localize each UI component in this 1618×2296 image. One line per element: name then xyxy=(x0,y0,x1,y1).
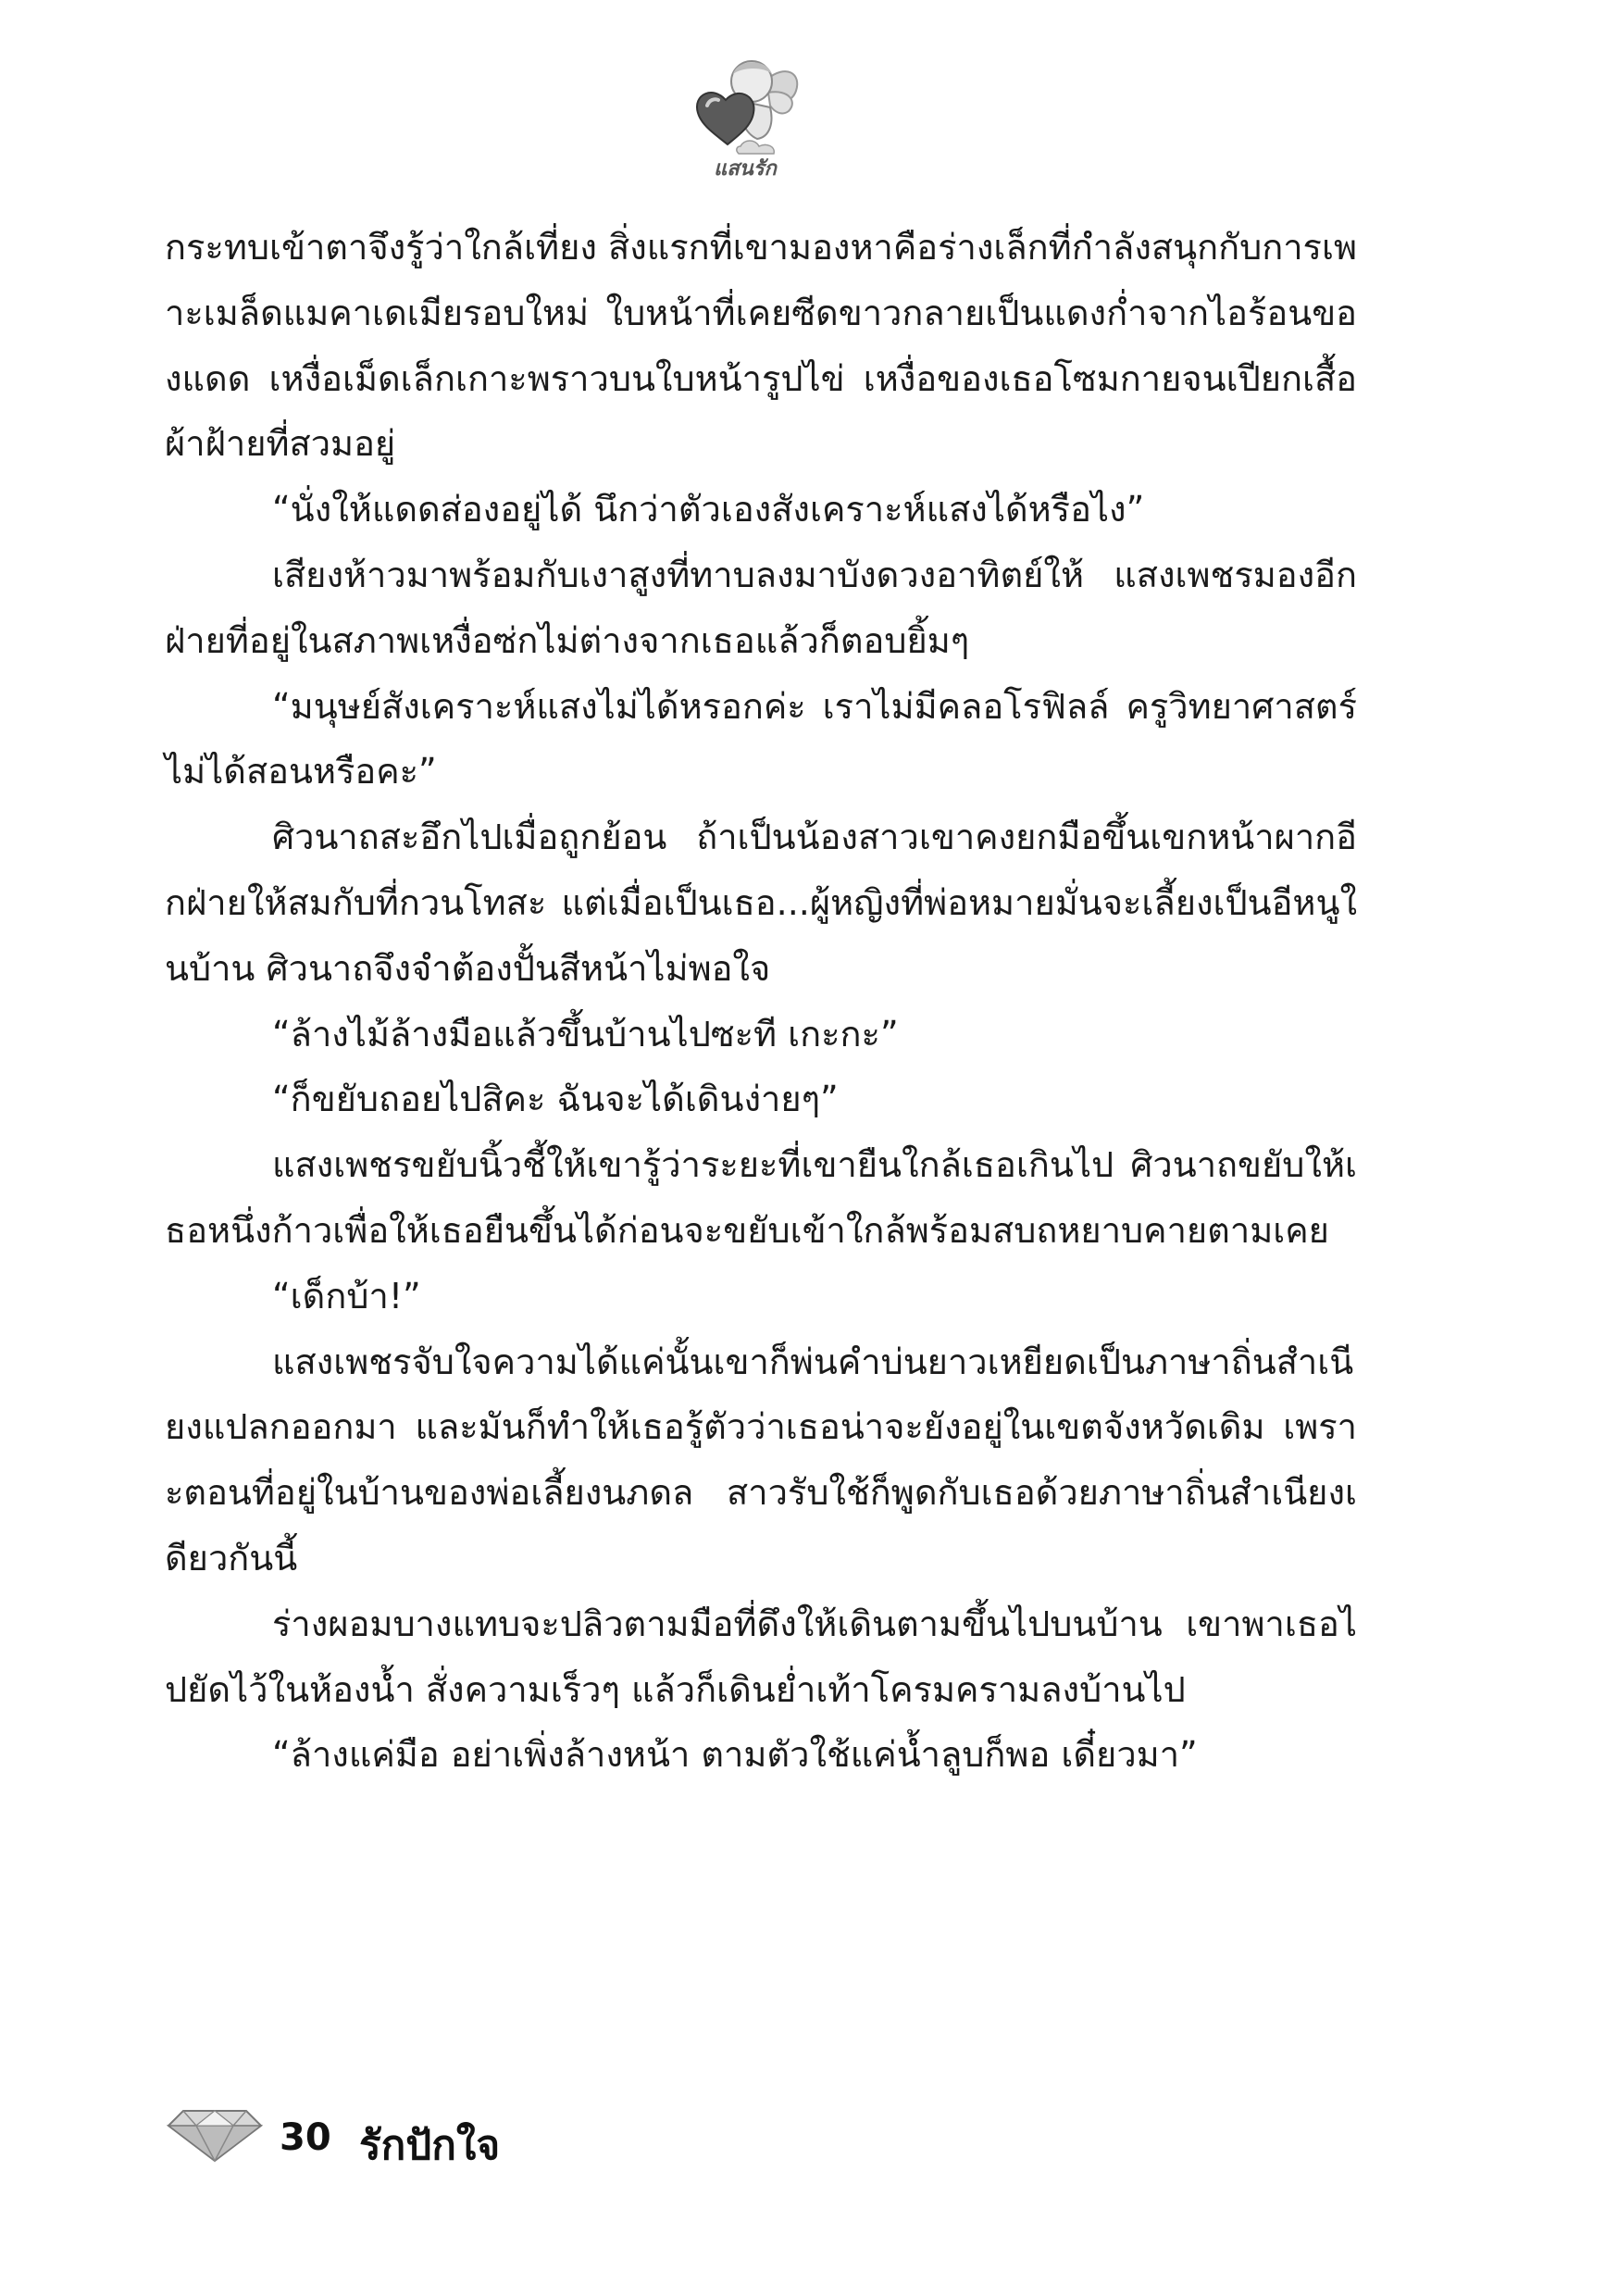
page-number: 30 xyxy=(280,2116,331,2159)
paragraph: ร่างผอมบางแทบจะปลิวตามมือที่ดึงให้เดินตามขึ้นไปบนบ้าน เขาพาเธอไปยัดไว้ในห้องน้ำ สั่งความเร็วๆ แล้วก็เดินย่ำเท้าโครมครามลงบ้านไป xyxy=(165,1603,1357,1710)
paragraph: “ล้างแค่มือ อย่าเพิ่งล้างหน้า ตามตัวใช้แค่น้ำลูบก็พอ เดี๋ยวมา” xyxy=(272,1734,1198,1776)
paragraph: “เด็กบ้า!” xyxy=(272,1275,421,1316)
logo-text: แสนรัก xyxy=(714,157,777,181)
paragraph: แสงเพชรจับใจความได้แค่นั้นเขาก็พ่นคำบ่นยาวเหยียดเป็นภาษาถิ่นสำเนียงแปลกออกมา และมันก็ทำให้เธอรู้ตัวว่าเธอน่าจะยังอยู่ในเขตจังหวัดเดิม เพราะตอนที่อยู่ในบ้านของพ่อเลี้ยงนภดล สาวรับใช้ก็พูดกับเธอด้วยภาษาถิ่นสำเนียงเดียวกันนี้ xyxy=(165,1341,1357,1578)
paragraph: “นั่งให้แดดส่องอยู่ได้ นึกว่าตัวเองสังเคราะห์แสงได้หรือไง” xyxy=(272,489,1145,530)
body-text xyxy=(165,215,1357,1788)
paragraph: “มนุษย์สังเคราะห์แสงไม่ได้หรอกค่ะ เราไม่มีคลอโรฟิลล์ ครูวิทยาศาสตร์ไม่ได้สอนหรือคะ” xyxy=(165,685,1357,792)
paragraph: เสียงห้าวมาพร้อมกับเงาสูงที่ทาบลงมาบังดวงอาทิตย์ให้ แสงเพชรมองอีกฝ่ายที่อยู่ในสภาพเหงื่อซ่กไม่ต่างจากเธอแล้วก็ตอบยิ้มๆ xyxy=(165,554,1357,661)
diamond-icon xyxy=(165,2107,265,2163)
book-title: รักปักใจ xyxy=(359,2122,501,2169)
paragraph: “ก็ขยับถอยไปสิคะ ฉันจะได้เดินง่ายๆ” xyxy=(272,1079,839,1120)
paragraph: ศิวนาถสะอึกไปเมื่อถูกย้อน ถ้าเป็นน้องสาวเขาคงยกมือขึ้นเขกหน้าผากอีกฝ่ายให้สมกับที่กวนโทสะ แต่เมื่อเป็นเธอ...ผู้หญิงที่พ่อหมายมั่นจะเลี้ยงเป็นอีหนูในบ้าน ศิวนาถจึงจำต้องปั้นสีหน้าไม่พอใจ xyxy=(165,817,1357,989)
cupid-heart-icon xyxy=(685,54,805,156)
publisher-logo xyxy=(685,54,805,181)
page-footer xyxy=(165,2100,813,2183)
paragraph: กระทบเข้าตาจึงรู้ว่าใกล้เที่ยง สิ่งแรกที่เขามองหาคือร่างเล็กที่กำลังสนุกกับการเพาะเมล็ดแมคาเดเมียรอบใหม่ ใบหน้าที่เคยซีดขาวกลายเป็นแดงก่ำจากไอร้อนของแดด เหงื่อเม็ดเล็กเกาะพราวบนใบหน้ารูปไข่ เหงื่อของเธอโซมกายจนเปียกเสื้อผ้าฝ้ายที่สวมอยู่ xyxy=(165,227,1357,465)
paragraph: แสงเพชรขยับนิ้วชี้ให้เขารู้ว่าระยะที่เขายืนใกล้เธอเกินไป ศิวนาถขยับให้เธอหนึ่งก้าวเพื่อให้เธอยืนขึ้นได้ก่อนจะขยับเข้าใกล้พร้อมสบถหยาบคายตามเคย xyxy=(165,1144,1357,1251)
paragraph: “ล้างไม้ล้างมือแล้วขึ้นบ้านไปซะที เกะกะ” xyxy=(272,1013,899,1054)
